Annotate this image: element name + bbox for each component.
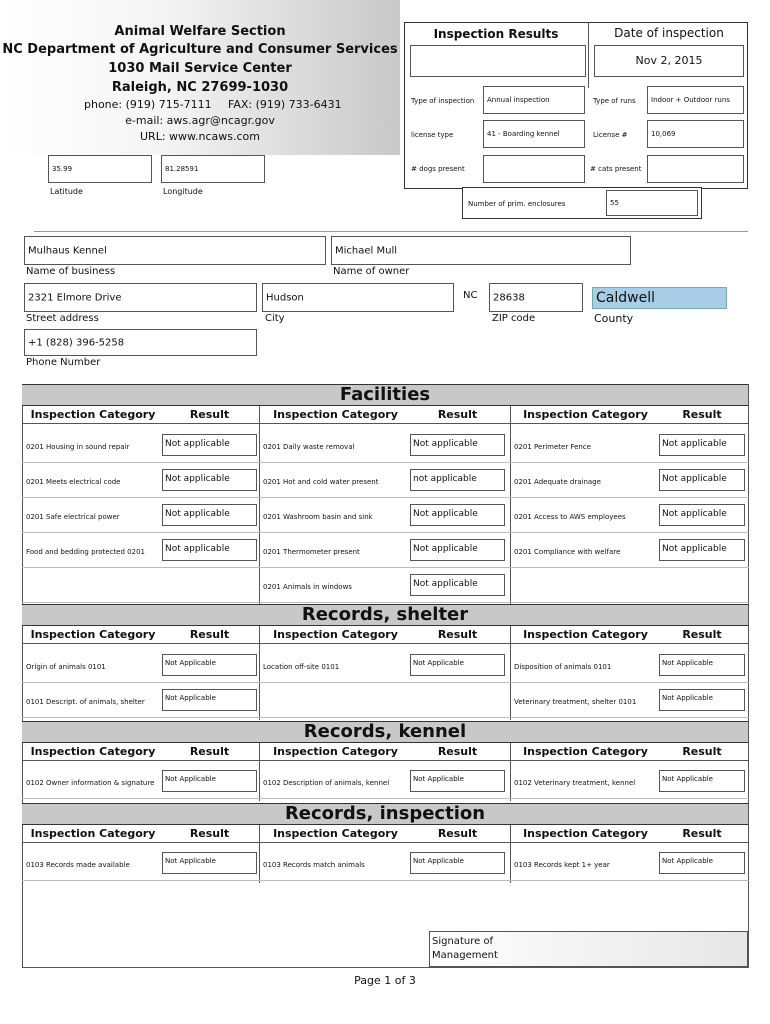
signature-label: Signature of Management xyxy=(432,936,498,961)
column-header-category: Inspection Category xyxy=(273,408,398,421)
agency-city: Raleigh, NC 27699-1030 xyxy=(111,80,289,95)
row-divider xyxy=(22,717,749,718)
inspection-category: 0201 Perimeter Fence xyxy=(514,443,591,451)
enclosures-field[interactable]: 55 xyxy=(606,190,698,216)
column-divider xyxy=(510,743,511,801)
phone-number-field[interactable]: +1 (828) 396-5258 xyxy=(24,329,257,356)
latitude-label: Latitude xyxy=(50,187,83,196)
license-number-field[interactable]: 10,069 xyxy=(647,120,744,148)
records-shelter-title: Records, shelter xyxy=(22,604,748,626)
result-field[interactable]: Not applicable xyxy=(659,504,745,526)
agency-url: URL: www.ncaws.com xyxy=(140,130,260,143)
result-field[interactable]: Not Applicable xyxy=(659,770,745,792)
phone-number-label: Phone Number xyxy=(26,357,101,368)
result-field[interactable]: Not applicable xyxy=(659,539,745,561)
column-divider xyxy=(259,626,260,720)
records-inspection-title: Records, inspection xyxy=(22,803,748,825)
inspection-category: Veterinary treatment, shelter 0101 xyxy=(514,698,637,706)
column-header-category: Inspection Category xyxy=(30,408,156,421)
agency-header xyxy=(0,0,400,155)
column-header-category: Inspection Category xyxy=(523,408,648,421)
column-header-category: Inspection Category xyxy=(273,745,398,758)
business-name-label: Name of business xyxy=(26,266,116,277)
column-divider xyxy=(510,406,511,605)
column-divider xyxy=(259,743,260,801)
inspection-category: 0103 Records kept 1+ year xyxy=(514,861,610,869)
county-field[interactable]: Caldwell xyxy=(592,287,727,309)
agency-section-name: Animal Welfare Section xyxy=(114,24,286,39)
owner-name-field[interactable]: Michael Mull xyxy=(331,236,631,265)
inspection-category: 0103 Records match animals xyxy=(263,861,365,869)
inspection-category: 0201 Safe electrical power xyxy=(26,513,120,521)
result-field[interactable]: Not Applicable xyxy=(410,654,505,676)
column-header-category: Inspection Category xyxy=(523,628,648,641)
agency-mail-center: 1030 Mail Service Center xyxy=(108,61,292,76)
header-divider xyxy=(22,423,749,424)
owner-name-label: Name of owner xyxy=(333,266,410,277)
inspection-category: Location off-site 0101 xyxy=(263,663,340,671)
business-name-field[interactable]: Mulhaus Kennel xyxy=(24,236,326,265)
table-bottom-border xyxy=(22,967,749,968)
result-field[interactable]: Not applicable xyxy=(162,469,257,491)
column-header-result: Result xyxy=(189,628,230,641)
inspection-category: 0201 Daily waste removal xyxy=(263,443,355,451)
result-field[interactable]: Not Applicable xyxy=(162,689,257,711)
inspection-category: 0201 Washroom basin and sink xyxy=(263,513,373,521)
license-type-label: license type xyxy=(411,131,454,139)
column-header-result: Result xyxy=(682,827,722,840)
result-field[interactable]: Not applicable xyxy=(410,539,505,561)
header-divider xyxy=(22,842,749,843)
column-header-result: Result xyxy=(189,745,230,758)
result-field[interactable]: Not Applicable xyxy=(162,852,257,874)
inspection-category: Disposition of animals 0101 xyxy=(514,663,612,671)
header-divider xyxy=(22,643,749,644)
result-field[interactable]: Not applicable xyxy=(659,434,745,456)
result-field[interactable]: Not Applicable xyxy=(659,654,745,676)
column-header-category: Inspection Category xyxy=(523,827,648,840)
column-header-category: Inspection Category xyxy=(30,745,156,758)
column-divider xyxy=(510,825,511,883)
result-field[interactable]: not applicable xyxy=(410,469,505,491)
state-label: NC xyxy=(463,290,478,301)
column-header-result: Result xyxy=(437,827,478,840)
agency-department: NC Department of Agriculture and Consumer Services xyxy=(2,42,398,57)
inspection-category: 0102 Veterinary treatment, kennel xyxy=(514,779,636,787)
result-field[interactable]: Not Applicable xyxy=(659,689,745,711)
result-field[interactable]: Not Applicable xyxy=(162,770,257,792)
inspection-category: 0201 Housing in sound repair xyxy=(26,443,130,451)
inspection-category: Food and bedding protected 0201 xyxy=(26,548,145,556)
column-header-result: Result xyxy=(437,408,478,421)
dogs-present-field[interactable] xyxy=(483,155,585,183)
column-header-category: Inspection Category xyxy=(273,628,398,641)
type-of-inspection-field[interactable]: Annual inspection xyxy=(483,86,585,114)
longitude-label: Longitude xyxy=(163,187,203,196)
agency-fax: FAX: (919) 733-6431 xyxy=(228,98,342,111)
column-header-result: Result xyxy=(682,628,722,641)
latitude-field[interactable]: 35.99 xyxy=(48,155,152,183)
type-of-runs-field[interactable]: Indoor + Outdoor runs xyxy=(647,86,744,114)
row-divider xyxy=(22,567,749,568)
inspection-category: 0102 Description of animals, kennel xyxy=(263,779,390,787)
inspection-category: 0201 Access to AWS employees xyxy=(514,513,626,521)
row-divider xyxy=(22,602,749,603)
date-of-inspection-field[interactable]: Nov 2, 2015 xyxy=(594,45,744,77)
city-field[interactable]: Hudson xyxy=(262,283,454,312)
inspection-category: 0201 Compliance with welfare xyxy=(514,548,621,556)
column-header-result: Result xyxy=(682,745,722,758)
street-address-label: Street address xyxy=(26,313,99,324)
inspection-category: 0101 Descript. of animals, shelter xyxy=(26,698,145,706)
inspection-category: 0201 Thermometer present xyxy=(263,548,360,556)
column-divider xyxy=(259,406,260,605)
dogs-present-label: # dogs present xyxy=(411,165,465,173)
date-of-inspection-label: Date of inspection xyxy=(614,26,724,40)
signature-box[interactable] xyxy=(429,931,748,967)
row-divider xyxy=(22,682,749,683)
type-of-runs-label: Type of runs xyxy=(593,97,636,105)
inspection-category: 0201 Adequate drainage xyxy=(514,478,601,486)
result-field[interactable]: Not applicable xyxy=(410,504,505,526)
agency-email: e-mail: aws.agr@ncagr.gov xyxy=(125,114,275,127)
column-header-category: Inspection Category xyxy=(273,827,398,840)
column-header-result: Result xyxy=(437,745,478,758)
column-header-result: Result xyxy=(189,827,230,840)
enclosures-label: Number of prim. enclosures xyxy=(468,200,566,208)
license-type-field[interactable]: 41 - Boarding kennel xyxy=(483,120,585,148)
result-field[interactable]: Not Applicable xyxy=(410,770,505,792)
cats-present-field[interactable] xyxy=(647,155,744,183)
facilities-title: Facilities xyxy=(22,384,748,406)
zip-code-label: ZIP code xyxy=(492,313,536,324)
page-number: Page 1 of 3 xyxy=(354,974,416,987)
county-label: County xyxy=(594,312,634,325)
street-address-field[interactable]: 2321 Elmore Drive xyxy=(24,283,257,312)
agency-phone: phone: (919) 715-7111 xyxy=(84,98,212,111)
longitude-field[interactable]: 81.28591 xyxy=(161,155,265,183)
cats-present-label: # cats present xyxy=(590,165,642,173)
column-header-category: Inspection Category xyxy=(30,628,156,641)
inspection-category: 0102 Owner information & signature xyxy=(26,779,155,787)
row-divider xyxy=(22,497,749,498)
type-of-inspection-label: Type of inspection xyxy=(411,97,475,105)
panel-divider xyxy=(588,22,589,88)
result-field[interactable]: Not Applicable xyxy=(659,852,745,874)
inspection-category: Origin of animals 0101 xyxy=(26,663,106,671)
row-divider xyxy=(22,880,749,881)
header-divider xyxy=(22,760,749,761)
result-field[interactable]: Not applicable xyxy=(162,539,257,561)
row-divider xyxy=(22,798,749,799)
column-header-result: Result xyxy=(682,408,722,421)
column-header-category: Inspection Category xyxy=(30,827,156,840)
divider-line xyxy=(34,231,748,232)
column-header-category: Inspection Category xyxy=(523,745,648,758)
city-label: City xyxy=(265,313,285,324)
result-field[interactable]: Not applicable xyxy=(410,434,505,456)
zip-code-field[interactable]: 28638 xyxy=(489,283,583,312)
inspection-results-field[interactable] xyxy=(410,45,586,77)
column-header-result: Result xyxy=(189,408,230,421)
result-field[interactable]: Not Applicable xyxy=(410,852,505,874)
column-divider xyxy=(259,825,260,883)
inspection-results-label: Inspection Results xyxy=(433,27,559,41)
column-divider xyxy=(510,626,511,720)
inspection-category: 0201 Hot and cold water present xyxy=(263,478,379,486)
column-header-result: Result xyxy=(437,628,478,641)
inspection-category: 0201 Meets electrical code xyxy=(26,478,121,486)
result-field[interactable]: Not applicable xyxy=(162,504,257,526)
inspection-category: 0103 Records made available xyxy=(26,861,130,869)
records-kennel-title: Records, kennel xyxy=(22,721,748,743)
result-field[interactable]: Not applicable xyxy=(659,469,745,491)
result-field[interactable]: Not Applicable xyxy=(162,654,257,676)
result-field[interactable]: Not applicable xyxy=(410,574,505,596)
row-divider xyxy=(22,532,749,533)
license-number-label: License # xyxy=(593,131,628,139)
result-field[interactable]: Not applicable xyxy=(162,434,257,456)
inspection-category: 0201 Animals in windows xyxy=(263,583,352,591)
row-divider xyxy=(22,462,749,463)
